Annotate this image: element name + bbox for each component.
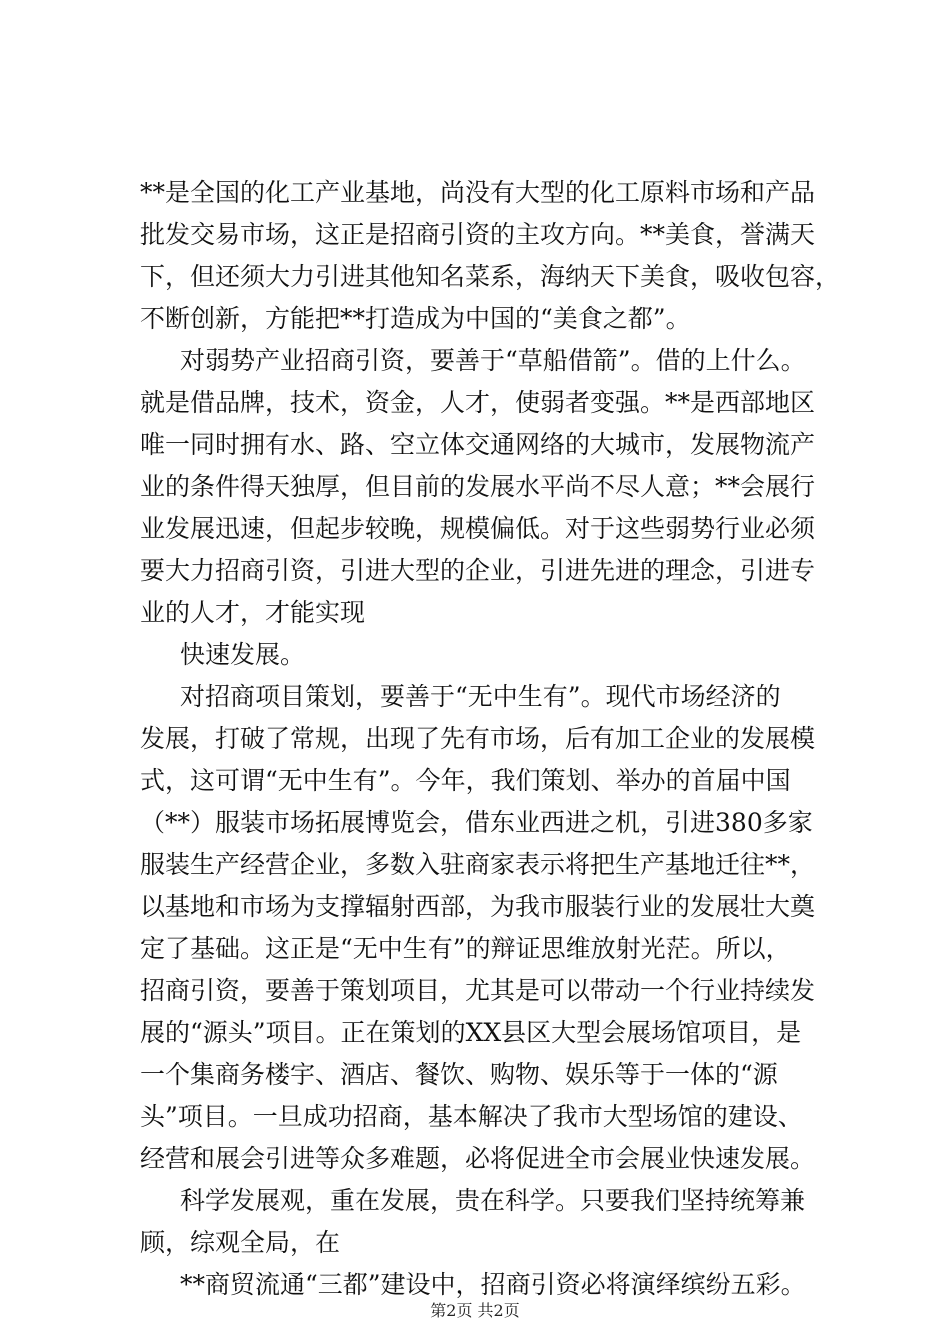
text-line: （**）服装市场拓展博览会，借东业西进之机，引进380多家 (140, 808, 813, 837)
text-line: 招商引资，要善于策划项目，尤其是可以带动一个行业持续发 (140, 976, 816, 1005)
text-line: **是全国的化工产业基地，尚没有大型的化工原料市场和产品 (140, 178, 816, 207)
text-line: 式，这可谓“无中生有”。今年，我们策划、举办的首届中国 (140, 766, 791, 795)
text-line: 业的人才，才能实现 (140, 598, 366, 627)
text-line: 不断创新，方能把**打造成为中国的“美食之都”。 (140, 304, 691, 333)
text-line: 唯一同时拥有水、路、空立体交通网络的大城市，发展物流产 (140, 430, 816, 459)
text-line: 定了基础。这正是“无中生有”的辩证思维放射光茫。所以， (140, 934, 791, 963)
text-line: 业的条件得天独厚，但目前的发展水平尚不尽人意；**会展行 (140, 472, 816, 501)
text-line: 以基地和市场为支撑辐射西部，为我市服装行业的发展壮大奠 (140, 892, 816, 921)
text-line: 要大力招商引资，引进大型的企业，引进先进的理念，引进专 (140, 556, 816, 585)
page-number-footer: 第2页 共2页 (430, 1301, 520, 1320)
text-line: 就是借品牌，技术，资金，人才，使弱者变强。**是西部地区 (140, 388, 816, 417)
text-line: **商贸流通“三都”建设中，招商引资必将演绎缤纷五彩。 (180, 1270, 806, 1299)
text-line: 下，但还须大力引进其他知名菜系，海纳天下美食，吸收包容， (140, 262, 841, 291)
text-line: 展的“源头”项目。正在策划的XX县区大型会展场馆项目，是 (140, 1018, 802, 1047)
text-line: 科学发展观，重在发展，贵在科学。只要我们坚持统筹兼 (180, 1186, 806, 1215)
text-line: 一个集商务楼宇、酒店、餐饮、购物、娱乐等于一体的“源 (140, 1060, 778, 1089)
text-line: 经营和展会引进等众多难题，必将促进全市会展业快速发展。 (140, 1144, 816, 1173)
text-line: 快速发展。 (180, 640, 306, 669)
text-line: 业发展迅速，但起步较晚，规模偏低。对于这些弱势行业必须 (140, 514, 816, 543)
text-line: 批发交易市场，这正是招商引资的主攻方向。**美食，誉满天 (140, 220, 816, 249)
text-line: 头”项目。一旦成功招商，基本解决了我市大型场馆的建设、 (140, 1102, 803, 1131)
text-line: 服装生产经营企业，多数入驻商家表示将把生产基地迁往**， (140, 850, 816, 879)
text-line: 对招商项目策划，要善于“无中生有”。现代市场经济的 (180, 682, 781, 711)
text-line: 顾，综观全局，在 (140, 1228, 341, 1257)
text-line: 对弱势产业招商引资，要善于“草船借箭”。借的上什么。 (180, 346, 806, 375)
document-body (140, 172, 860, 1306)
text-line: 发展，打破了常规，出现了先有市场，后有加工企业的发展模 (140, 724, 816, 753)
